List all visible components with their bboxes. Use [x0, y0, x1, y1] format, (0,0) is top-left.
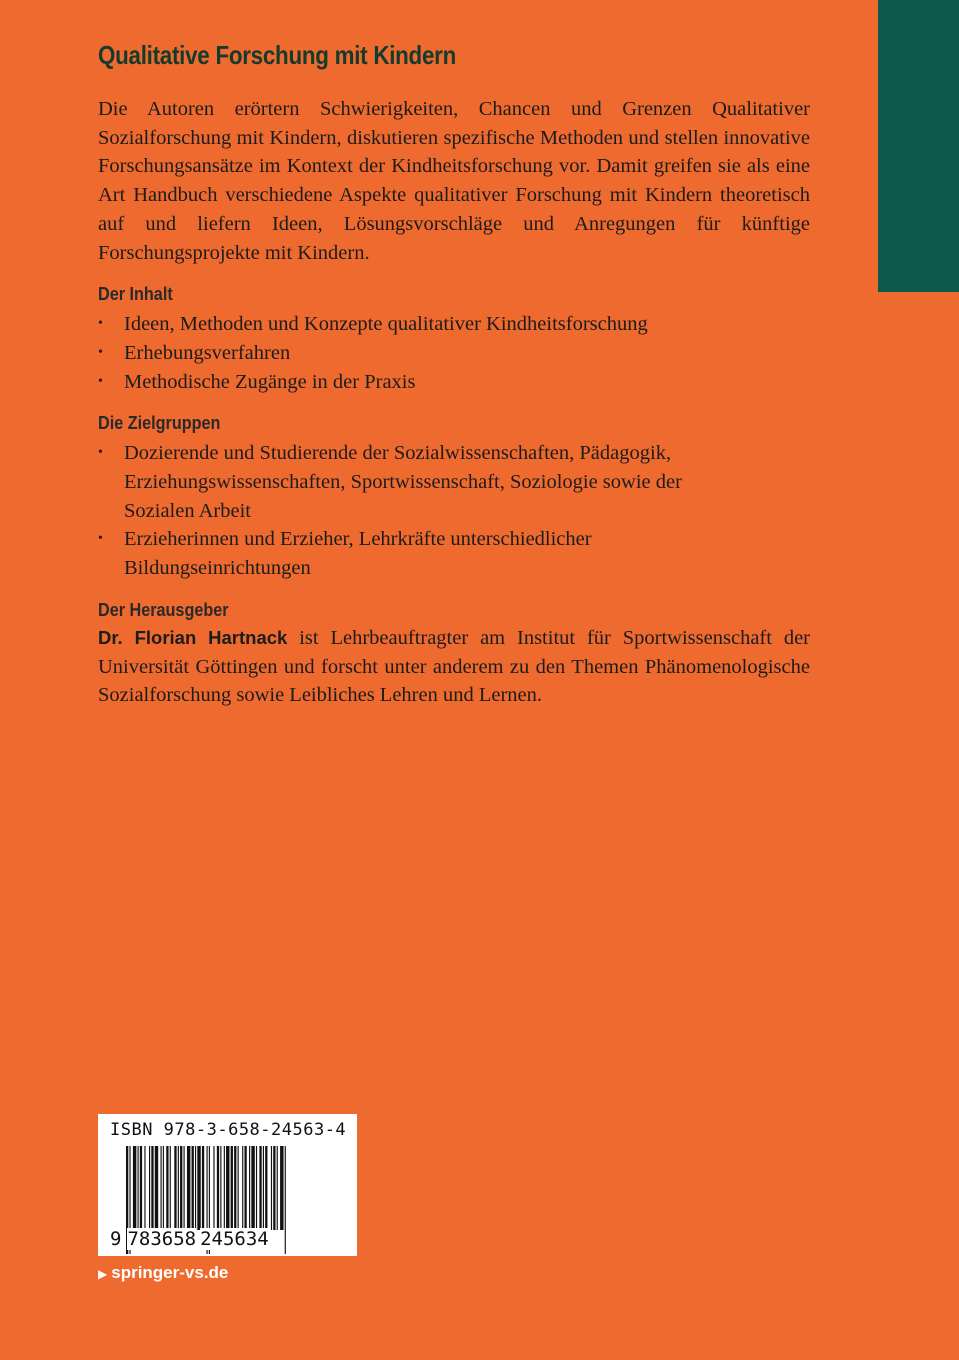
barcode-digits [110, 1228, 269, 1250]
barcode-bar [166, 1146, 168, 1230]
arrow-right-icon: ▶ [98, 1267, 108, 1281]
barcode-digit-first: 9 [110, 1228, 122, 1250]
barcode-bar [170, 1146, 171, 1230]
contents-list [98, 310, 810, 396]
bullet-icon: • [98, 373, 103, 389]
barcode-bar [161, 1146, 162, 1230]
list-item-text: Methodische Zugänge in der Praxis [124, 370, 416, 393]
barcode-bar [133, 1146, 136, 1230]
barcode-bar [155, 1146, 158, 1230]
barcode-bar [231, 1146, 233, 1230]
target-groups-heading: Die Zielgruppen [98, 413, 221, 434]
barcode-bar [138, 1146, 139, 1230]
barcode-bar [197, 1146, 200, 1230]
barcode-bar [249, 1146, 250, 1230]
barcode-bar [174, 1146, 176, 1230]
editor-heading: Der Herausgeber [98, 599, 229, 620]
spine-color-tab [878, 0, 959, 292]
list-item [98, 310, 810, 339]
barcode-bar [226, 1146, 229, 1230]
barcode-bar [263, 1146, 264, 1230]
barcode-bar [151, 1146, 153, 1230]
barcode-bar [140, 1146, 142, 1230]
barcode-bar [251, 1146, 254, 1230]
bullet-icon: • [98, 445, 103, 461]
editor-bio-text: ist Lehrbeauftragter am Institut für Sportwissenschaft der Universität Göttingen und forscht unter anderem zu den Themen Phänomenologische Sozialforschung sowie Leibliches Lehren und Lernen. [98, 626, 810, 707]
barcode-bar [220, 1146, 221, 1230]
list-item [98, 368, 810, 397]
barcode-bar [271, 1146, 272, 1230]
barcode-bar [277, 1146, 278, 1230]
list-item-text: Erzieherinnen und Erzieher, Lehrkräfte unterschiedlicher Bildungseinrichtungen [124, 528, 592, 580]
target-groups-list [98, 439, 810, 583]
barcode-bar [184, 1146, 185, 1230]
barcode-digits-right: 245634 [200, 1228, 269, 1250]
barcode-bar [180, 1146, 182, 1230]
barcode-bar [244, 1146, 246, 1230]
barcode-bar [149, 1146, 150, 1230]
barcode-digits-left: 783658 [127, 1228, 197, 1250]
back-cover-text [98, 40, 810, 710]
barcode-bar [224, 1146, 225, 1230]
list-item-text: Ideen, Methoden und Konzepte qualitativer Kindheitsforschung [124, 313, 648, 336]
barcode-bar [213, 1146, 214, 1230]
publisher-website[interactable] [98, 1263, 228, 1283]
bullet-icon: • [98, 316, 103, 332]
editor-bio [98, 624, 810, 710]
contents-heading: Der Inhalt [98, 284, 173, 305]
editor-name: Dr. Florian Hartnack [98, 626, 288, 648]
list-item [98, 525, 704, 582]
barcode-bar [259, 1146, 261, 1230]
barcode-bar [163, 1146, 164, 1230]
book-title: Qualitative Forschung mit Kindern [98, 40, 456, 70]
barcode-bar [280, 1146, 283, 1230]
barcode-bar [178, 1146, 179, 1230]
barcode-bar [195, 1146, 196, 1230]
website-text: springer-vs.de [111, 1263, 229, 1282]
barcode-bar [238, 1146, 239, 1230]
barcode-bar [285, 1146, 286, 1254]
barcode-bar [273, 1146, 275, 1230]
isbn-label: ISBN 978-3-658-24563-4 [110, 1120, 347, 1140]
list-item-text: Erhebungsverfahren [124, 341, 291, 364]
list-item [98, 439, 754, 525]
barcode-bar [217, 1146, 219, 1230]
bullet-icon: • [98, 531, 103, 547]
barcode-bar [242, 1146, 243, 1230]
barcode-bar [256, 1146, 257, 1230]
barcode-bar [187, 1146, 190, 1230]
bullet-icon: • [98, 344, 103, 360]
barcode-bar [202, 1146, 204, 1230]
barcode-bar [144, 1146, 145, 1230]
barcode-bar [234, 1146, 236, 1230]
book-description: Die Autoren erörtern Schwierigkeiten, Chancen und Grenzen Qualitativer Sozialforschung mit Kindern, diskutieren spezifische Methoden und stellen innovative Forschungsansätze im Kontext der Kindheitsforschung vor. Damit greifen sie als eine Art Handbuch verschiedene Aspekte qualitativer Forschung mit Kindern theoretisch auf und liefern Ideen, Lösungsvorschläge und Anregungen für künftige Forschungsprojekte mit Kindern. [98, 98, 810, 264]
list-item [98, 339, 810, 368]
barcode-bar [265, 1146, 267, 1230]
list-item-text: Dozierende und Studierende der Sozialwissenschaften, Pädagogik, Erziehungswissenschaften, Sportwissenschaft, Soziologie sowie der Sozialen Arbeit [124, 442, 682, 522]
isbn-barcode [98, 1114, 357, 1256]
barcode-bar [192, 1146, 194, 1230]
